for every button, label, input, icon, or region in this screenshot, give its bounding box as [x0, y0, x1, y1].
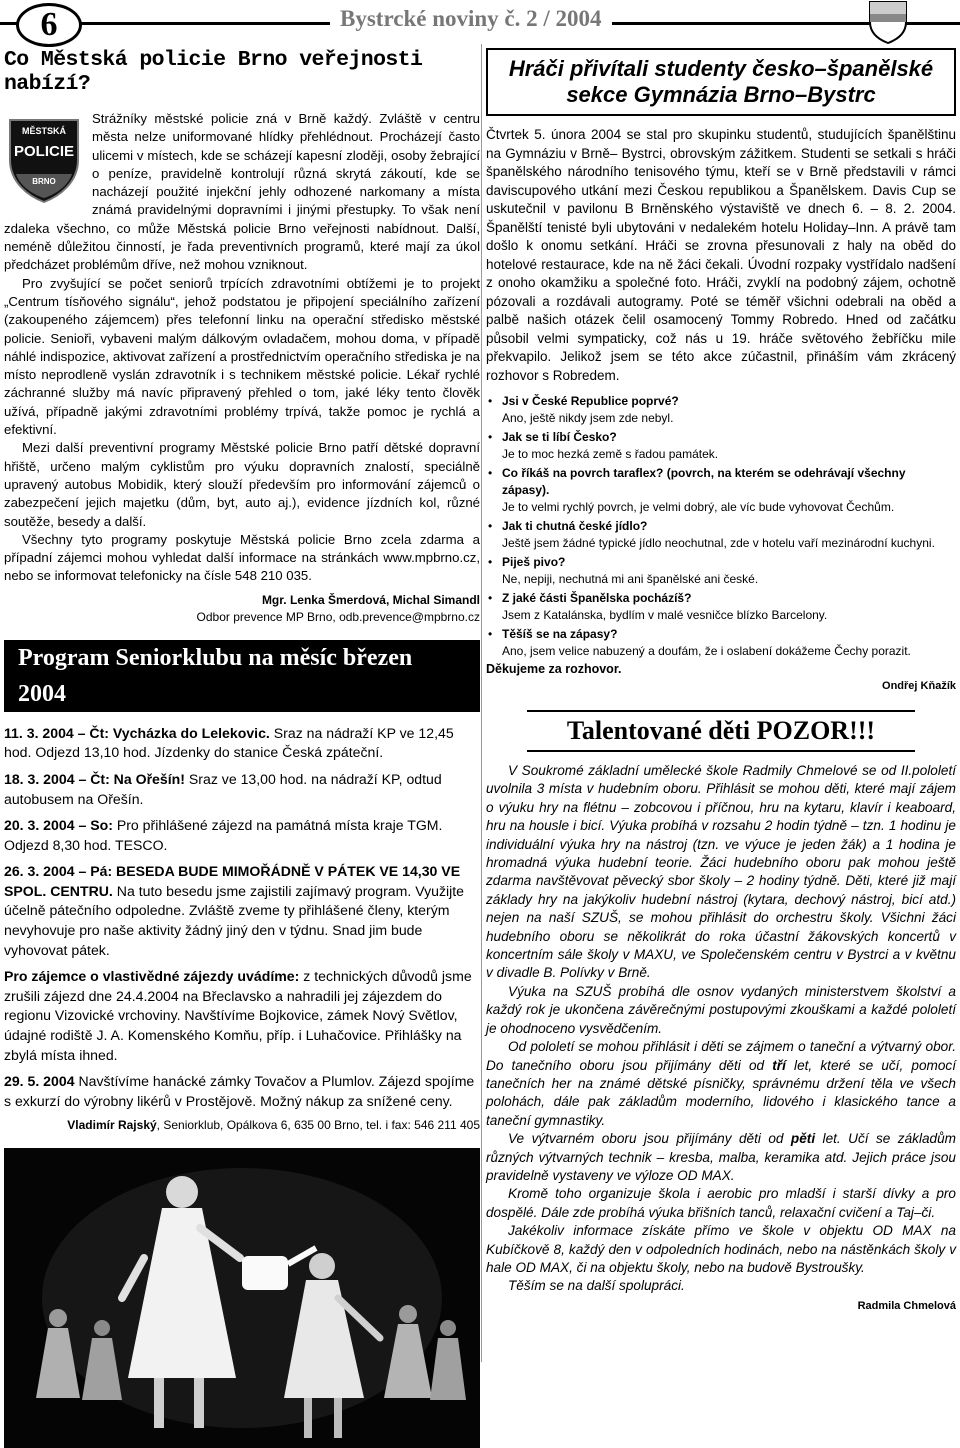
logo-line-3: BRNO [32, 177, 56, 186]
interview-item: • Z jaké části Španělska pocházíš? Jsem z Katalánska, bydlím v malé vesničce blízko Barcelony. [486, 590, 956, 624]
logo-line-1: MĚSTSKÁ [21, 126, 67, 136]
program-item: 26. 3. 2004 – Pá: BESEDA BUDE MIMOŘÁDNĚ V PÁTEK VE 14,30 VE SPOL. CENTRU. Na tuto besedu jsme zajistili zajímavý program. Využijte účelně pátečního odpoledne. Zvláště zveme ty přihlášené členy, kterým nevyhovuje pro naše aktivity žádný jiný den v týdnu. Snad jim bude vyhovovat pátek. [4, 863, 465, 958]
program-item: 18. 3. 2004 – Čt: Na Ořešín! Sraz ve 13,00 hod. na nádraží KP, odtud autobusem na Ořešín. [4, 770, 442, 807]
program-item: 29. 5. 2004 Navštívíme hanácké zámky Tovačov a Plumlov. Zájezd spojíme s exkurzí do výrobny likérů v Prostějově. Možný nákup za snížené ceny. [4, 1073, 475, 1109]
interview-thanks: Děkujeme za rozhovor. [486, 662, 622, 676]
bystrc-crest-icon [866, 0, 910, 44]
talent-paragraph-5: Kromě toho organizuje škola i aerobic pro mladší i starší dívky a pro dospělé. Dále zde probíhá výuka břišních tanců, relaxační cvičení a Taj–či. [486, 1186, 956, 1220]
column-divider [481, 44, 482, 1362]
tennis-author: Ondřej Kňažík [882, 680, 956, 692]
talent-paragraph-7: Těším se na další spolupráci. [508, 1278, 685, 1294]
interview-item: • Jak se ti líbí Česko? Je to moc hezká země s řadou památek. [486, 429, 956, 463]
talent-paragraph-1: V Soukromé základní umělecké škole Radmily Chmelové se od II.pololetí uvolnila 3 místa v hudebním oboru. Přihlásit se mohou děti, které mají zájem o výuku hry na flétnu – zobcovou i příčnou, hru na kytaru, klavír i keaboard, hru na housle i bicí. Výuka probíhá v rozsahu 2 hodin týdně – tzn. 1 hodinu je individuální výuka hry na nástroj (tzn. ve výuce je jeden žák) a 1 hodina je hromadná výuka hudební teorie. Žáci hudebního oboru pak mohou ještě zdarma navštěvovat pěvecký sbor školy – 2 hodiny týdně. Děti, které již mají základy hry na jakýkoliv hudební nástroj (kytara, dechový nástroj, bicí atd.) nejen na naší SZUŠ, se mohou přihlásit do orchestru školy. Všichni žáci hudebního oboru se několikrát do roka účastní žákovských koncertů v koncertním sále školy v MAXU, ve Společenském centru v Bystrci a v květnu v divadle B. Polívky v Brně. [486, 763, 956, 981]
police-paragraph-2: Pro zvyšující se počet seniorů trpících zdravotními obtížemi je to projekt „Centrum tísňového signálu“, jehož podstatou je připojení speciálního zařízení (zakoupeného zájemcem) přes telefonní linku na operační středisko městské policie. Senioři, vybaveni malým dálkovým ovladačem, mohou doma, v případě náhlé indispozice, aktivovat zařízení a prostřednictvím operačního střediska je na místo neprodleně vyslán zdravotník i s technikem městské policie. Lékař rychlé záchranné služby má navíc připravený přehled o tom, jaké léky tento člověk užívá, případně jakými zdravotními problémy trpívá, takže pomoc je rychlá a efektivní. [4, 275, 480, 438]
talent-paragraph-3: Od pololetí se mohou přihlásit i děti se zájmem o taneční a výtvarný obor. Do tanečního oboru jsou přijímány děti od tří let, které se učí, pomocí tanečních her na známé dětské písničky, správnému držení těla ve všech polohách, dále pak základům moderního, lidového i klasického tance a taneční gymnastiky. [486, 1039, 956, 1128]
police-paragraph-3: Mezi další preventivní programy Městské policie Brno patří dětské dopravní hřiště, určeno malým cyklistům pro výuku dopravních znalostí, speciálně upravený autobus Mobidik, který slouží především pro informování zájemců o zabezpečení jejich majetku (dům, byt, auto aj.), evidence jízdních kol, různé soutěže, besedy a další. [4, 440, 480, 529]
interview-item: • Jsi v České Republice poprvé? Ano, ještě nikdy jsem zde nebyl. [486, 393, 956, 427]
police-paragraph-4: Všechny tyto programy poskytuje Městská policie Brno zcela zdarma a případní zájemci mohou vyhledat další informace na stránkách www.mpbrno.cz, nebo se informovat telefonicky na čísle 548 210 035. [4, 531, 480, 584]
talent-author: Radmila Chmelová [857, 1299, 956, 1312]
newspaper-title: Bystrcké noviny č. 2 / 2004 [330, 6, 612, 32]
page-number: 6 [16, 3, 82, 47]
talent-paragraph-2: Výuka na SZUŠ probíhá dle osnov vydaných ministerstvem školství a každý rok je ukončena závěrečnými postupovými zkouškami a každé pololetí je ohodnoceno vysvědčením. [486, 983, 956, 1036]
interview-item: • Jak ti chutná české jídlo? Ještě jsem žádné typické jídlo neochutnal, zde v hotelu vaří mezinárodní kuchyni. [486, 518, 956, 552]
interview-item: • Piješ pivo? Ne, nepiji, nechutná mi ani španělské ani české. [486, 554, 956, 588]
talent-article [486, 762, 956, 1296]
program-item: 11. 3. 2004 – Čt: Vycházka do Lelekovic. Sraz na nádraží KP ve 12,45 hod. Odjezd 13,10 hod. Jízdenky do stanice Česká zpáteční. [4, 724, 454, 761]
dance-photo [4, 1148, 480, 1448]
talent-paragraph-6: Jakékoliv informace získáte přímo ve škole v objektu OD MAX na Kubíčkově 8, každý den v odpoledních hodinách, nebo na nástěnkách školy v hale OD MAX, či na objektu školy, nebo na budově Bystroušky. [486, 1223, 956, 1275]
police-article-title: Co Městská policie Brno veřejnosti nabízí? [4, 48, 423, 96]
police-paragraph-1: Strážníky městské policie zná v Brně každý. Zvláště v centru města nelze uniformované hlídky přehlédnout. Procházejí často ulicemi v místech, kde se scházejí kapesní zloději, osoby žebrající o peníze, pravidelně kontrolují různá skrytá zákoutí, kde se nacházejí použité injekční jehly odhozené narkomany a místa známá pravidelnými dopravními i jinými přestupky. To však není zdaleka všechno, co může Městská policie Brno veřejnosti nabídnout. Další, neméně důležitou činností, je řada preventivních programů, které mají za úkol předcházet problémům dříve, než mohou vzniknout. [4, 111, 480, 273]
senior-contact: Vladimír Rajský, Seniorklub, Opálkova 6, 635 00 Brno, tel. i fax: 546 211 405 [67, 1118, 480, 1133]
interview-list [486, 393, 956, 660]
right-column [486, 48, 956, 1312]
talent-title-wrap [486, 710, 956, 752]
senior-program-title: Program Seniorklubu na měsíc březen 2004 [4, 640, 480, 712]
police-signature [4, 592, 480, 626]
police-badge-logo [4, 116, 84, 204]
police-department: Odbor prevence MP Brno, odb.prevence@mpbrno.cz [196, 609, 480, 624]
police-article [4, 96, 480, 586]
program-item: Pro zájemce o vlastivědné zájezdy uvádíme: z technických důvodů jsme zrušili zájezd dne 24.4.2004 na Břeclavsko a nahradili jej zájezdem do regionu Vizovické vrchoviny. Navštívíme Bojkovice, zámek Nový Světlov, údajné rodiště J. A. Komenského Komňu, příp. i Luhačovice. Přihlášky na zbylá místa ihned. [4, 968, 472, 1063]
dancing-children-image [4, 1148, 480, 1448]
interview-item: • Co říkáš na povrch taraflex? (povrch, na kterém se odehrávají všechny zápasy). Je to velmi rychlý povrch, je velmi dobrý, ale víc bude vyhovovat Čechům. [486, 465, 956, 516]
program-item: 20. 3. 2004 – So: Pro přihlášené zájezd na památná místa kraje TGM. Odjezd 8,30 hod. TESCO. [4, 817, 443, 853]
logo-line-2: POLICIE [13, 143, 75, 160]
tennis-article-title: Hráči přivítali studenty česko–španělské sekce Gymnázia Brno–Bystrc [486, 48, 956, 116]
tennis-intro: Čtvrtek 5. února 2004 se stal pro skupinku studentů, studujících španělštinu na Gymnáziu v Brně– Bystrci, obrovským zážitkem. Studenti se setkali s hráči španělského národního tenisového týmu, kteří se v Brně představili v rámci daviscupového utkání mezi Českou republikou a Španělskem. Davis Cup se uskutečnil v pavilonu B Brněnského výstaviště ve dnech 6. – 8. 2. 2004. Španělští tenisté byli ubytováni v nedalekém hotelu Holiday–Inn. A právě tam došlo k onomu setkání. Hráči se zrovna přesunovali z haly na oběd do hotelové restaurace, kde na ně žáci čekali. Úvodní rozpaky vystřídalo nadšení z onoho okamžiku a společné foto. Hráči, zvyklí na podobný zájem, ochotně pózovali a rozdávali autogramy. Poté se téměř všichni odebrali na oběd a palbě našich otázek čelil osamocený Tommy Robredo. Hned od začátku působil velmi sympaticky, což nás u 19. hráče světového žebříčku mile překvapilo. Jelikož jsem se této akce zúčastnil, přináším vám zkrácený rozhovor s Robredem. [486, 127, 956, 383]
left-column [4, 48, 480, 1448]
talent-paragraph-4: Ve výtvarném oboru jsou přijímány děti od pěti let. Učí se základům různých výtvarných technik – kresba, malba, keramika atd. Jejich práce jsou pravidelně vystaveny ve výloze OD MAX. [486, 1131, 956, 1183]
police-authors: Mgr. Lenka Šmerdová, Michal Simandl [261, 592, 480, 607]
interview-item: • Těšíš se na zápasy? Ano, jsem velice nabuzený a doufám, že i oslabení dokážeme Čechy porazit. [486, 626, 956, 660]
talent-article-title: Talentované děti POZOR!!! [527, 710, 915, 752]
page-header [0, 0, 960, 42]
senior-program-list [4, 724, 480, 1112]
